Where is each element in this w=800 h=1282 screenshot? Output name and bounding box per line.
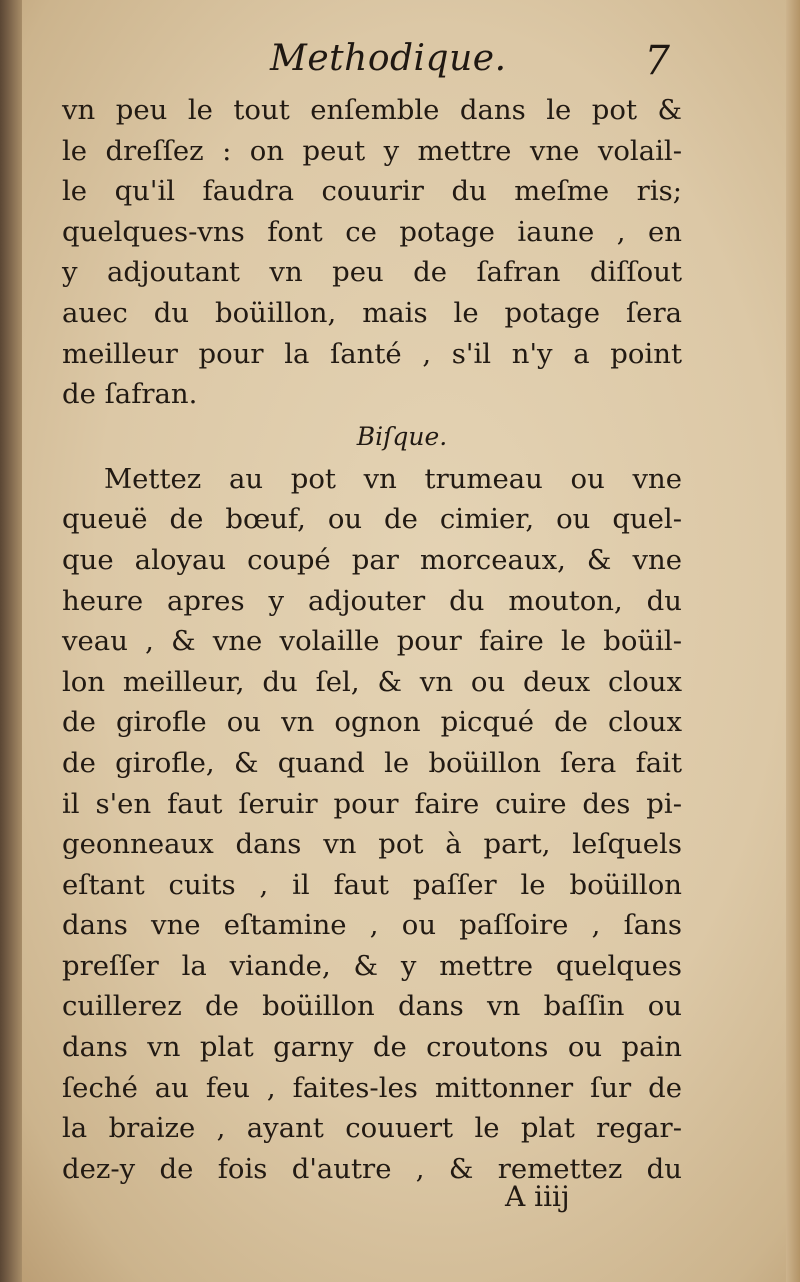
text-line: y adjoutant vn peu de ſafran diſſout [62,256,682,289]
text-line: vn peu le tout enſemble dans le pot & [62,94,682,126]
text-line: de girofle, & quand le boüillon ſera fait [62,746,682,779]
text-line: le qu'il faudra couurir du meſme ris; [62,175,682,208]
text-line: cuillerez de boüillon dans vn baſſin ou [62,990,682,1023]
text-line: la braize , ayant couuert le plat regar- [62,1112,682,1145]
text-line: le dreſſez : on peut y mettre vne volail- [62,134,682,167]
text-line: de girofle ou vn ognon picqué de cloux [62,706,682,739]
text-line: heure apres y adjouter du mouton, du [62,584,682,617]
page-header [60,38,680,98]
text-line: Mettez au pot vn trumeau ou vne [104,462,682,495]
text-line: preſſer la viande, & y mettre quelques [62,949,682,982]
paragraph-bisque [62,459,682,1190]
text-line: lon meilleur, du ſel, & vn ou deux cloux [62,665,682,698]
text-line: dans vn plat garny de croutons ou pain [62,1031,682,1064]
body-text [62,90,682,1189]
section-heading: Biſque. [356,421,448,451]
text-line: dans vne eſtamine , ou paſſoire , ſans [62,909,682,942]
text-line: que aloyau coupé par morceaux, & vne [62,543,682,576]
paragraph-continued [62,90,682,415]
page-number: 7 [644,38,670,84]
text-line: veau , & vne volaille pour faire le boüil- [62,625,682,658]
text-line: meilleur pour la ſanté , s'il n'y a point [62,337,682,370]
text-line: de ſafran. [62,378,198,411]
text-line: eſtant cuits , il faut paſſer le boüillon [62,868,682,901]
text-line: ſeché au feu , faites-les mittonner ſur de [62,1071,682,1104]
binding-edge [0,0,22,1282]
text-line: dez-y de fois d'autre , & remettez du [62,1152,682,1185]
text-line: queuë de bœuf, ou de cimier, ou quel- [62,503,682,536]
text-line: il s'en faut ſeruir pour faire cuire des pi- [62,787,682,820]
signature-mark: A iiij [505,1180,570,1213]
page-fore-edge [786,0,800,1282]
text-line: quelques-vns font ce potage iaune , en [62,215,682,248]
running-head: Methodique. [270,38,507,79]
text-line: geonneaux dans vn pot à part, leſquels [62,828,682,861]
text-line: auec du boüillon, mais le potage ſera [62,296,682,329]
